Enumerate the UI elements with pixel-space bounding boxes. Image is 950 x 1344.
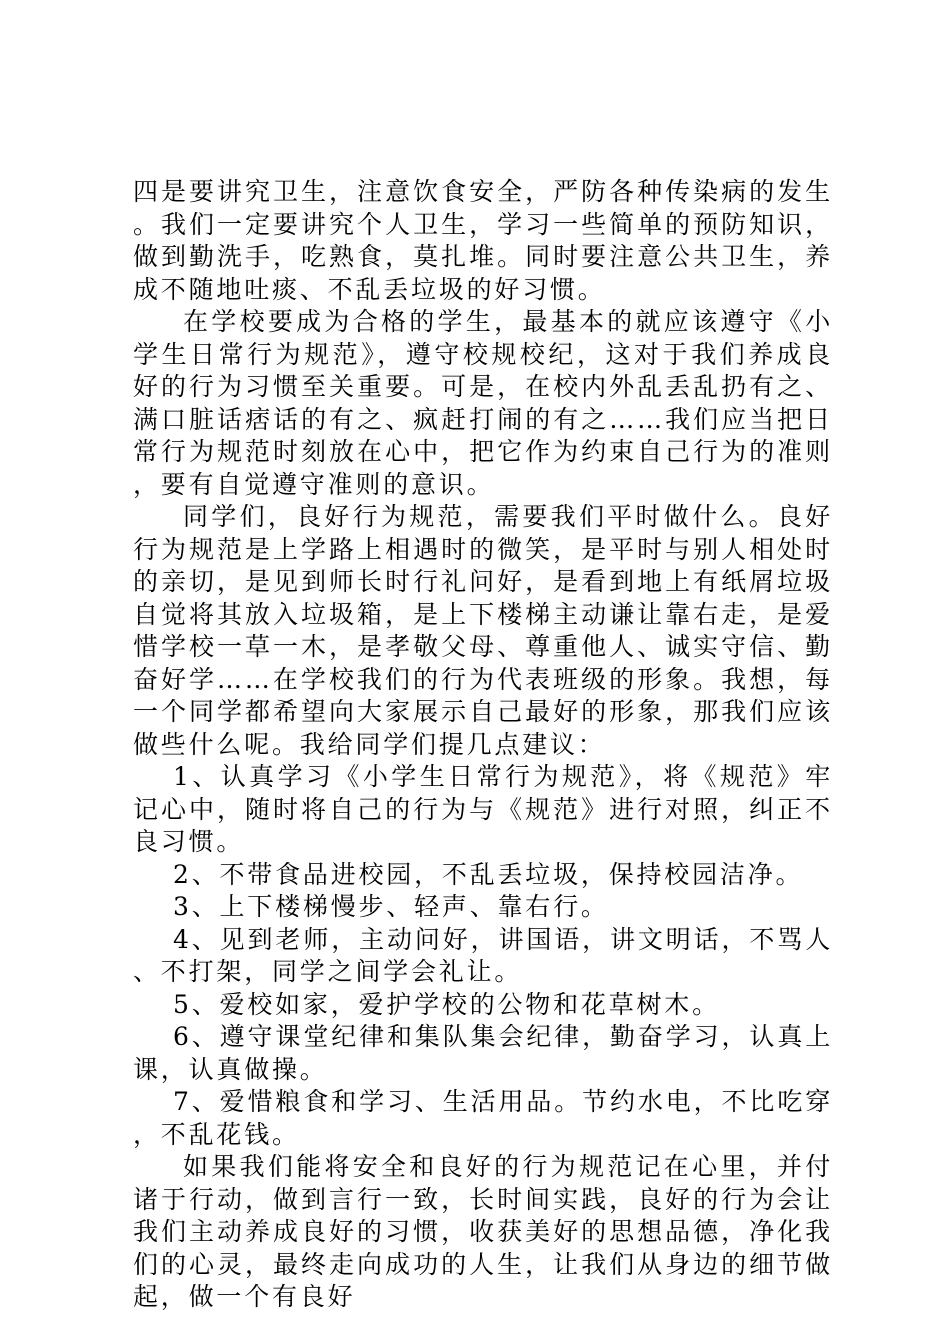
paragraph-good-behavior: 同学们，良好行为规范，需要我们平时做什么。良好行为规范是上学路上相遇时的微笑，是平时与别人相处时的亲切，是见到师长时行礼问好，是看到地上有纸屑垃圾自觉将其放入垃圾箱，是上下楼梯主动谦让靠右走，是爱惜学校一草一木，是孝敬父母、尊重他人、诚实守信、勤奋好学……在学校我们的行为代表班级的形象。我想，每一个同学都希望向大家展示自己最好的形象，那我们应该做些什么呢。我给同学们提几点建议： xyxy=(133,502,833,759)
list-item-5: 5、爱校如家，爱护学校的公物和花草树木。 xyxy=(173,989,720,1019)
list-item-2: 2、不带食品进校园，不乱丢垃圾，保持校园洁净。 xyxy=(173,859,804,889)
list-item-1: 1、认真学习《小学生日常行为规范》，将《规范》牢记心中，随时将自己的行为与《规范》进行对照，纠正不良习惯。 xyxy=(133,762,833,856)
list-item-4: 4、见到老师，主动问好，讲国语，讲文明话，不骂人、不打架，同学之间学会礼让。 xyxy=(133,924,833,986)
list-item-3: 3、上下楼梯慢步、轻声、靠右行。 xyxy=(173,892,609,921)
list-item-6: 6、遵守课堂纪律和集队集会纪律，勤奋学习，认真上课，认真做操。 xyxy=(133,1022,833,1084)
paragraph-conclusion: 如果我们能将安全和良好的行为规范记在心里，并付诸于行动，做到言行一致，长时间实践，良好的行为会让我们主动养成良好的习惯，收获美好的思想品德，净化我们的心灵，最终走向成功的人生，让我们从身边的细节做起，做一个有良好 xyxy=(133,1152,833,1311)
list-item-7: 7、爱惜粮食和学习、生活用品。节约水电，不比吃穿，不乱花钱。 xyxy=(133,1087,833,1149)
paragraph-school-rules: 在学校要成为合格的学生，最基本的就应该遵守《小学生日常行为规范》，遵守校规校纪，这对于我们养成良好的行为习惯至关重要。可是，在校内外乱丢乱扔有之、满口脏话痞话的有之、疯赶打闹的有之……我们应当把日常行为规范时刻放在心中，把它作为约束自己行为的准则，要有自觉遵守准则的意识。 xyxy=(133,307,833,499)
document-body xyxy=(133,176,833,1314)
paragraph-hygiene: 四是要讲究卫生，注意饮食安全，严防各种传染病的发生。我们一定要讲究个人卫生，学习一些简单的预防知识，做到勤洗手，吃熟食，莫扎堆。同时要注意公共卫生，养成不随地吐痰、不乱丢垃圾的好习惯。 xyxy=(133,177,833,304)
